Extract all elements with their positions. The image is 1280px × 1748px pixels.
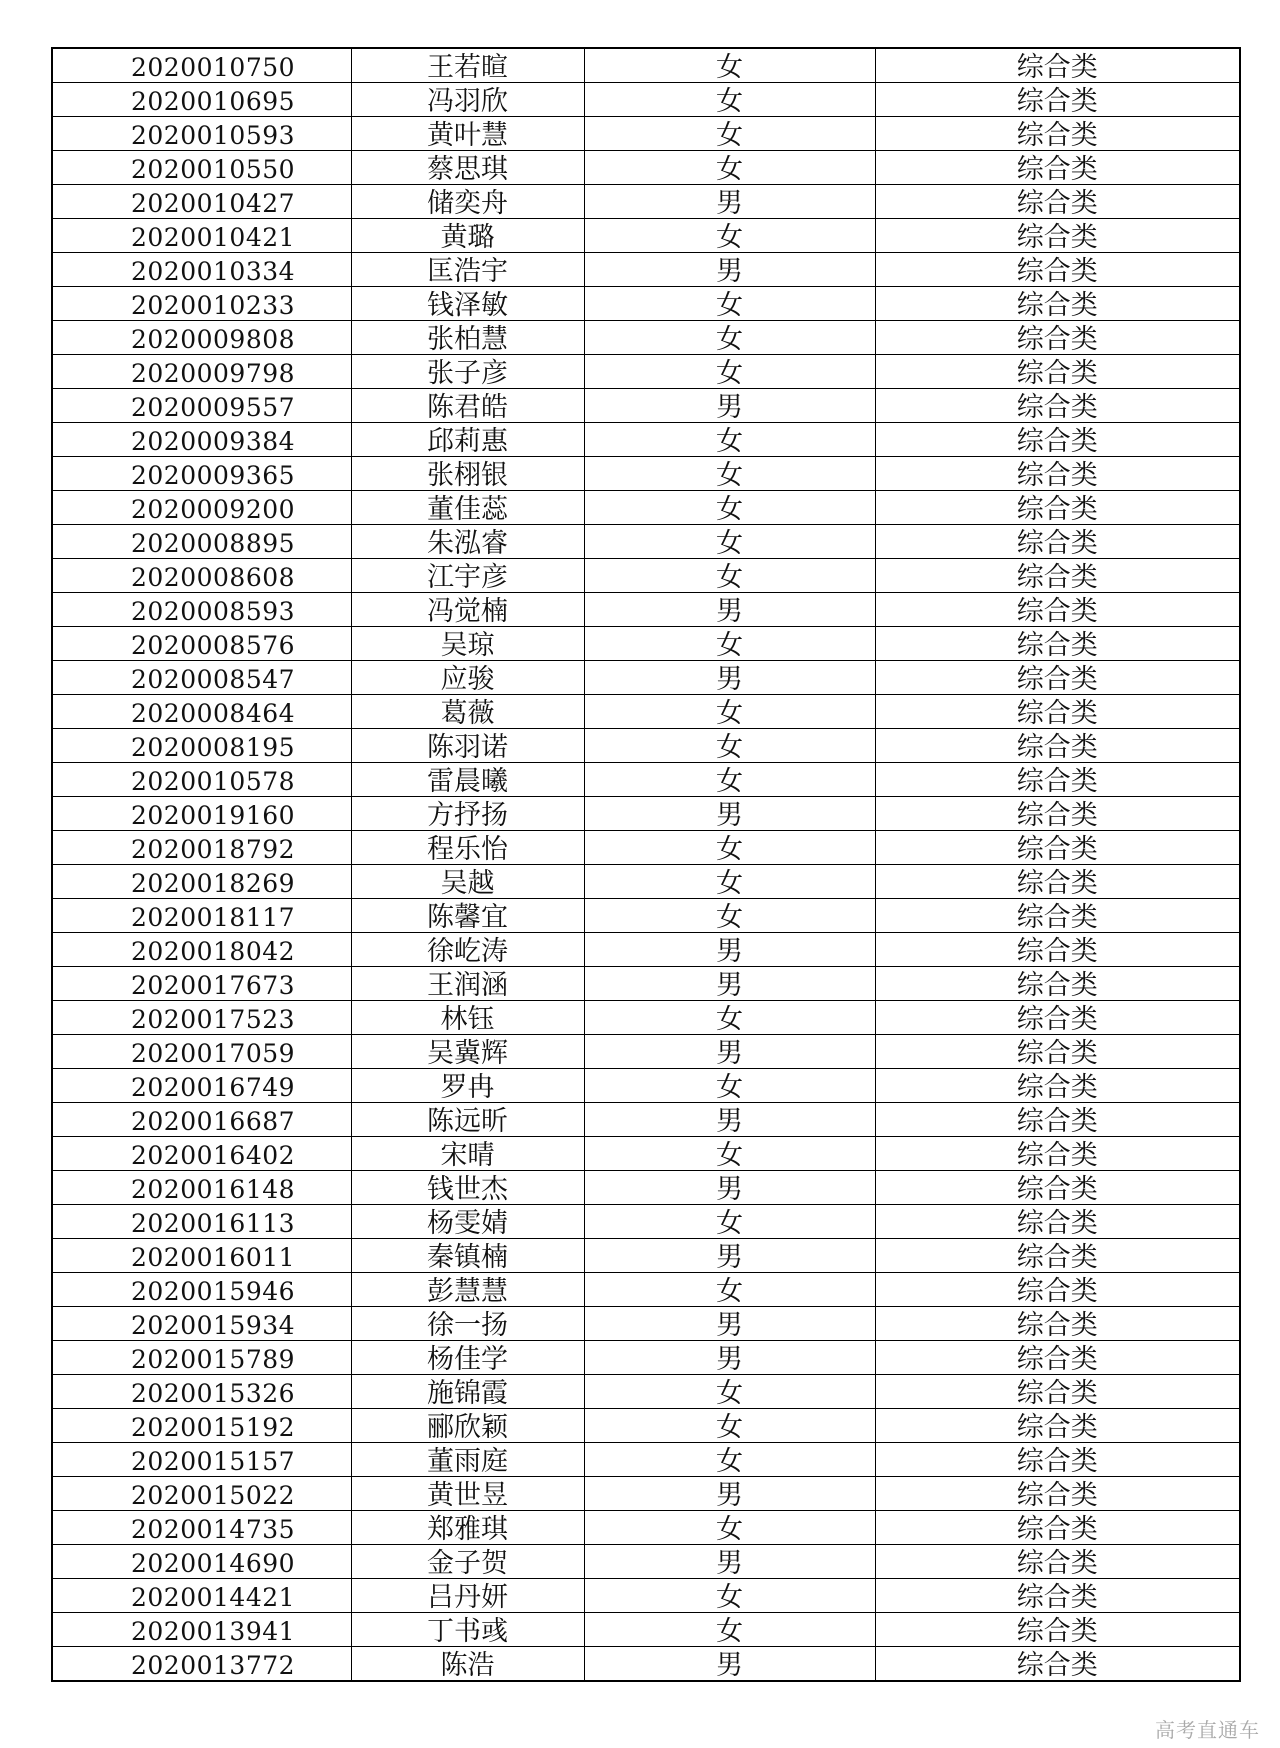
table-row (52, 695, 1240, 729)
student-name-cell: 王若暄 (351, 48, 584, 83)
exam-number-cell: 2020017523 (52, 1001, 351, 1035)
exam-number-cell: 2020009200 (52, 491, 351, 525)
student-name-cell: 应骏 (351, 661, 584, 695)
student-name-cell: 陈远昕 (351, 1103, 584, 1137)
student-name-cell: 朱泓睿 (351, 525, 584, 559)
gender-cell: 女 (584, 1137, 875, 1171)
gender-cell: 女 (584, 83, 875, 117)
category-cell: 综合类 (875, 1273, 1240, 1307)
table-row (52, 287, 1240, 321)
table-row (52, 525, 1240, 559)
student-name-cell: 黄世昱 (351, 1477, 584, 1511)
exam-number-cell: 2020008547 (52, 661, 351, 695)
table-row (52, 321, 1240, 355)
student-name-cell: 储奕舟 (351, 185, 584, 219)
table-row (52, 151, 1240, 185)
student-name-cell: 程乐怡 (351, 831, 584, 865)
exam-number-cell: 2020008608 (52, 559, 351, 593)
table-row (52, 763, 1240, 797)
table-row (52, 1171, 1240, 1205)
student-name-cell: 吴琼 (351, 627, 584, 661)
gender-cell: 女 (584, 321, 875, 355)
gender-cell: 女 (584, 1001, 875, 1035)
student-name-cell: 邱莉惠 (351, 423, 584, 457)
exam-number-cell: 2020015192 (52, 1409, 351, 1443)
gender-cell: 女 (584, 1409, 875, 1443)
category-cell: 综合类 (875, 627, 1240, 661)
gender-cell: 女 (584, 457, 875, 491)
student-name-cell: 方抒扬 (351, 797, 584, 831)
table-row (52, 1001, 1240, 1035)
student-name-cell: 杨佳学 (351, 1341, 584, 1375)
table-row (52, 729, 1240, 763)
student-name-cell: 张柏慧 (351, 321, 584, 355)
student-name-cell: 蔡思琪 (351, 151, 584, 185)
gender-cell: 女 (584, 151, 875, 185)
exam-number-cell: 2020008593 (52, 593, 351, 627)
exam-number-cell: 2020010421 (52, 219, 351, 253)
table-row (52, 661, 1240, 695)
student-name-cell: 彭慧慧 (351, 1273, 584, 1307)
category-cell: 综合类 (875, 117, 1240, 151)
category-cell: 综合类 (875, 48, 1240, 83)
exam-number-cell: 2020015022 (52, 1477, 351, 1511)
category-cell: 综合类 (875, 1069, 1240, 1103)
category-cell: 综合类 (875, 525, 1240, 559)
table-row (52, 1035, 1240, 1069)
table-row (52, 83, 1240, 117)
exam-number-cell: 2020010233 (52, 287, 351, 321)
student-name-cell: 施锦霞 (351, 1375, 584, 1409)
category-cell: 综合类 (875, 1579, 1240, 1613)
exam-number-cell: 2020015157 (52, 1443, 351, 1477)
category-cell: 综合类 (875, 831, 1240, 865)
student-name-cell: 钱泽敏 (351, 287, 584, 321)
gender-cell: 女 (584, 355, 875, 389)
exam-number-cell: 2020018042 (52, 933, 351, 967)
exam-number-cell: 2020008464 (52, 695, 351, 729)
gender-cell: 男 (584, 1545, 875, 1579)
category-cell: 综合类 (875, 1477, 1240, 1511)
category-cell: 综合类 (875, 185, 1240, 219)
category-cell: 综合类 (875, 865, 1240, 899)
student-name-cell: 金子贺 (351, 1545, 584, 1579)
gender-cell: 女 (584, 219, 875, 253)
exam-number-cell: 2020015326 (52, 1375, 351, 1409)
table-row (52, 1545, 1240, 1579)
gender-cell: 男 (584, 933, 875, 967)
category-cell: 综合类 (875, 287, 1240, 321)
exam-number-cell: 2020013772 (52, 1647, 351, 1682)
exam-number-cell: 2020010334 (52, 253, 351, 287)
gender-cell: 男 (584, 1171, 875, 1205)
table-row (52, 1205, 1240, 1239)
category-cell: 综合类 (875, 1375, 1240, 1409)
exam-number-cell: 2020019160 (52, 797, 351, 831)
student-name-cell: 黄叶慧 (351, 117, 584, 151)
table-row (52, 1443, 1240, 1477)
student-name-cell: 吴越 (351, 865, 584, 899)
student-name-cell: 江宇彦 (351, 559, 584, 593)
exam-number-cell: 2020010550 (52, 151, 351, 185)
gender-cell: 女 (584, 1069, 875, 1103)
category-cell: 综合类 (875, 1647, 1240, 1682)
gender-cell: 女 (584, 899, 875, 933)
exam-number-cell: 2020008195 (52, 729, 351, 763)
category-cell: 综合类 (875, 661, 1240, 695)
exam-number-cell: 2020010427 (52, 185, 351, 219)
student-name-cell: 董佳蕊 (351, 491, 584, 525)
gender-cell: 男 (584, 1477, 875, 1511)
exam-number-cell: 2020016402 (52, 1137, 351, 1171)
gender-cell: 女 (584, 831, 875, 865)
gender-cell: 女 (584, 117, 875, 151)
gender-cell: 女 (584, 1273, 875, 1307)
category-cell: 综合类 (875, 151, 1240, 185)
gender-cell: 男 (584, 661, 875, 695)
student-name-cell: 冯羽欣 (351, 83, 584, 117)
gender-cell: 女 (584, 1579, 875, 1613)
gender-cell: 男 (584, 253, 875, 287)
gender-cell: 女 (584, 763, 875, 797)
table-row (52, 219, 1240, 253)
category-cell: 综合类 (875, 763, 1240, 797)
student-name-cell: 杨雯婧 (351, 1205, 584, 1239)
table-row (52, 593, 1240, 627)
gender-cell: 男 (584, 967, 875, 1001)
exam-number-cell: 2020010750 (52, 48, 351, 83)
student-list-table (51, 47, 1241, 1682)
exam-number-cell: 2020010593 (52, 117, 351, 151)
student-name-cell: 吕丹妍 (351, 1579, 584, 1613)
category-cell: 综合类 (875, 1103, 1240, 1137)
student-name-cell: 郦欣颖 (351, 1409, 584, 1443)
category-cell: 综合类 (875, 1137, 1240, 1171)
table-row (52, 253, 1240, 287)
table-row (52, 1613, 1240, 1647)
student-name-cell: 罗冉 (351, 1069, 584, 1103)
table-row (52, 48, 1240, 83)
student-name-cell: 张栩银 (351, 457, 584, 491)
table-row (52, 1579, 1240, 1613)
table-row (52, 491, 1240, 525)
exam-number-cell: 2020013941 (52, 1613, 351, 1647)
student-name-cell: 丁书彧 (351, 1613, 584, 1647)
table-row (52, 1375, 1240, 1409)
gender-cell: 女 (584, 627, 875, 661)
category-cell: 综合类 (875, 423, 1240, 457)
gender-cell: 女 (584, 1375, 875, 1409)
gender-cell: 女 (584, 695, 875, 729)
table-row (52, 1341, 1240, 1375)
table-row (52, 457, 1240, 491)
gender-cell: 男 (584, 797, 875, 831)
gender-cell: 女 (584, 559, 875, 593)
student-name-cell: 陈馨宜 (351, 899, 584, 933)
category-cell: 综合类 (875, 219, 1240, 253)
gender-cell: 男 (584, 593, 875, 627)
gender-cell: 女 (584, 525, 875, 559)
gender-cell: 男 (584, 1647, 875, 1682)
exam-number-cell: 2020009384 (52, 423, 351, 457)
category-cell: 综合类 (875, 1001, 1240, 1035)
table-row (52, 1307, 1240, 1341)
exam-number-cell: 2020009365 (52, 457, 351, 491)
gender-cell: 女 (584, 729, 875, 763)
table-row (52, 1647, 1240, 1682)
exam-number-cell: 2020008895 (52, 525, 351, 559)
category-cell: 综合类 (875, 1613, 1240, 1647)
table-row (52, 559, 1240, 593)
exam-number-cell: 2020008576 (52, 627, 351, 661)
gender-cell: 男 (584, 1307, 875, 1341)
gender-cell: 女 (584, 423, 875, 457)
table-row (52, 1103, 1240, 1137)
table-row (52, 1239, 1240, 1273)
table-row (52, 1409, 1240, 1443)
table-row (52, 423, 1240, 457)
table-row (52, 389, 1240, 423)
category-cell: 综合类 (875, 321, 1240, 355)
category-cell: 综合类 (875, 967, 1240, 1001)
student-name-cell: 张子彦 (351, 355, 584, 389)
category-cell: 综合类 (875, 1545, 1240, 1579)
student-name-cell: 徐屹涛 (351, 933, 584, 967)
table-row (52, 185, 1240, 219)
exam-number-cell: 2020016113 (52, 1205, 351, 1239)
category-cell: 综合类 (875, 83, 1240, 117)
category-cell: 综合类 (875, 1171, 1240, 1205)
table-row (52, 627, 1240, 661)
category-cell: 综合类 (875, 933, 1240, 967)
gender-cell: 男 (584, 389, 875, 423)
gender-cell: 女 (584, 1443, 875, 1477)
exam-number-cell: 2020017673 (52, 967, 351, 1001)
table-row (52, 117, 1240, 151)
category-cell: 综合类 (875, 1239, 1240, 1273)
gender-cell: 男 (584, 1341, 875, 1375)
exam-number-cell: 2020016148 (52, 1171, 351, 1205)
student-name-cell: 林钰 (351, 1001, 584, 1035)
student-name-cell: 钱世杰 (351, 1171, 584, 1205)
student-name-cell: 葛薇 (351, 695, 584, 729)
exam-number-cell: 2020009808 (52, 321, 351, 355)
category-cell: 综合类 (875, 1511, 1240, 1545)
exam-number-cell: 2020018117 (52, 899, 351, 933)
exam-number-cell: 2020015789 (52, 1341, 351, 1375)
exam-number-cell: 2020014735 (52, 1511, 351, 1545)
category-cell: 综合类 (875, 1035, 1240, 1069)
gender-cell: 女 (584, 287, 875, 321)
gender-cell: 男 (584, 185, 875, 219)
category-cell: 综合类 (875, 355, 1240, 389)
exam-number-cell: 2020016011 (52, 1239, 351, 1273)
student-name-cell: 董雨庭 (351, 1443, 584, 1477)
exam-number-cell: 2020010578 (52, 763, 351, 797)
exam-number-cell: 2020009557 (52, 389, 351, 423)
category-cell: 综合类 (875, 899, 1240, 933)
category-cell: 综合类 (875, 1443, 1240, 1477)
student-name-cell: 冯觉楠 (351, 593, 584, 627)
student-name-cell: 陈浩 (351, 1647, 584, 1682)
table-row (52, 865, 1240, 899)
watermark: 高考直通车 (1155, 1718, 1260, 1742)
exam-number-cell: 2020018792 (52, 831, 351, 865)
table-row (52, 1477, 1240, 1511)
category-cell: 综合类 (875, 1341, 1240, 1375)
exam-number-cell: 2020016687 (52, 1103, 351, 1137)
table-row (52, 967, 1240, 1001)
student-name-cell: 陈羽诺 (351, 729, 584, 763)
exam-number-cell: 2020014421 (52, 1579, 351, 1613)
exam-number-cell: 2020010695 (52, 83, 351, 117)
table-row (52, 1137, 1240, 1171)
gender-cell: 女 (584, 1613, 875, 1647)
table-row (52, 355, 1240, 389)
student-name-cell: 王润涵 (351, 967, 584, 1001)
gender-cell: 女 (584, 1205, 875, 1239)
exam-number-cell: 2020018269 (52, 865, 351, 899)
category-cell: 综合类 (875, 1409, 1240, 1443)
student-name-cell: 陈君皓 (351, 389, 584, 423)
table-row (52, 797, 1240, 831)
exam-number-cell: 2020016749 (52, 1069, 351, 1103)
exam-number-cell: 2020017059 (52, 1035, 351, 1069)
table-row (52, 1069, 1240, 1103)
category-cell: 综合类 (875, 797, 1240, 831)
student-list-body (52, 48, 1240, 1681)
category-cell: 综合类 (875, 389, 1240, 423)
table-row (52, 1511, 1240, 1545)
gender-cell: 男 (584, 1103, 875, 1137)
gender-cell: 男 (584, 1239, 875, 1273)
table-row (52, 933, 1240, 967)
category-cell: 综合类 (875, 1205, 1240, 1239)
table-row (52, 899, 1240, 933)
category-cell: 综合类 (875, 729, 1240, 763)
student-name-cell: 宋晴 (351, 1137, 584, 1171)
gender-cell: 女 (584, 491, 875, 525)
student-name-cell: 雷晨曦 (351, 763, 584, 797)
gender-cell: 女 (584, 865, 875, 899)
category-cell: 综合类 (875, 253, 1240, 287)
table-row (52, 1273, 1240, 1307)
table-row (52, 831, 1240, 865)
gender-cell: 男 (584, 1035, 875, 1069)
category-cell: 综合类 (875, 1307, 1240, 1341)
exam-number-cell: 2020015946 (52, 1273, 351, 1307)
exam-number-cell: 2020014690 (52, 1545, 351, 1579)
student-name-cell: 吴冀辉 (351, 1035, 584, 1069)
category-cell: 综合类 (875, 559, 1240, 593)
category-cell: 综合类 (875, 593, 1240, 627)
exam-number-cell: 2020015934 (52, 1307, 351, 1341)
gender-cell: 女 (584, 1511, 875, 1545)
category-cell: 综合类 (875, 457, 1240, 491)
student-name-cell: 黄璐 (351, 219, 584, 253)
student-name-cell: 秦镇楠 (351, 1239, 584, 1273)
student-name-cell: 匡浩宇 (351, 253, 584, 287)
student-name-cell: 郑雅琪 (351, 1511, 584, 1545)
student-name-cell: 徐一扬 (351, 1307, 584, 1341)
category-cell: 综合类 (875, 491, 1240, 525)
gender-cell: 女 (584, 48, 875, 83)
category-cell: 综合类 (875, 695, 1240, 729)
exam-number-cell: 2020009798 (52, 355, 351, 389)
